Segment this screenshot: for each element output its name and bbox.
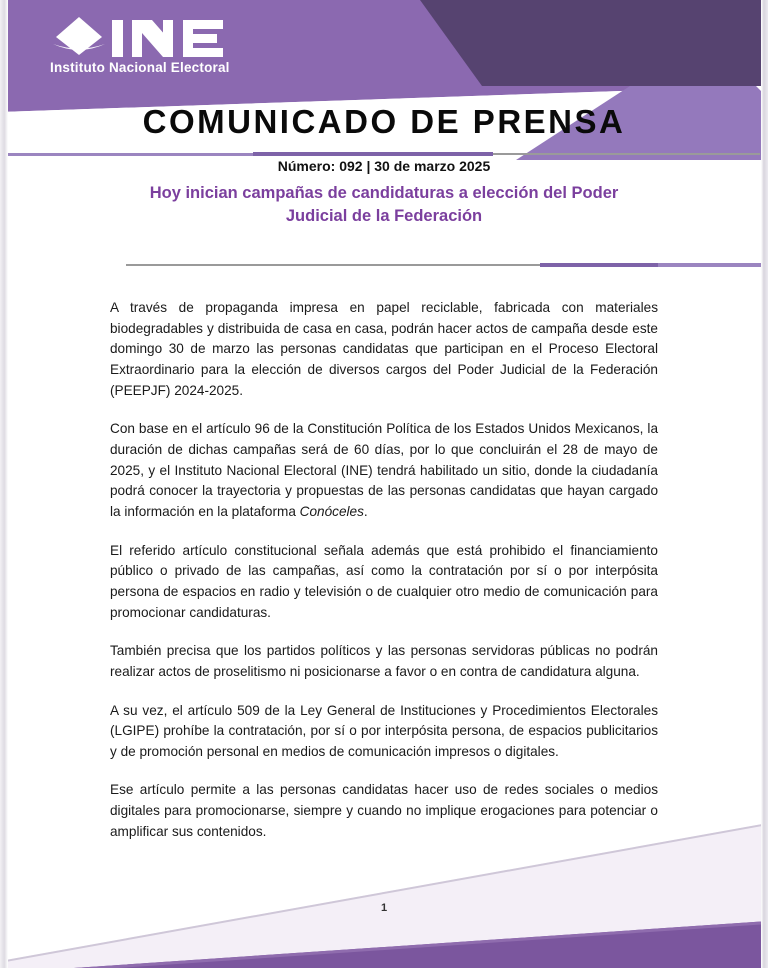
- divider-bottom-segment-dark: [540, 263, 658, 267]
- divider-bottom-segment-gray: [126, 264, 540, 266]
- ine-diamond-icon: [53, 17, 105, 55]
- ine-logo: [46, 14, 246, 76]
- page-number: 1: [380, 902, 388, 914]
- platform-name: Conóceles: [299, 503, 364, 519]
- ine-wordmark: [112, 20, 223, 57]
- body-copy: [110, 298, 658, 842]
- divider-bottom-segment-pale: [658, 263, 768, 267]
- page-edge-left: [0, 0, 8, 968]
- divider-top: [8, 152, 760, 156]
- ine-full-name: Instituto Nacional Electoral: [50, 60, 230, 75]
- paragraph-4: También precisa que los partidos políticos y las personas servidoras públicas no podrán realizar actos de proselitismo ni posicionarse a favor o en contra de candidatura alguna.: [110, 643, 658, 679]
- paragraph-3: El referido artículo constitucional señala además que está prohibido el financiamiento público o privado de las campañas, así como la contratación por sí o por interpósita persona de espacios en radio y televisión o de cualquier otro medio de comunicación para promocionar candidaturas.: [110, 542, 658, 620]
- divider-bottom: [126, 263, 768, 267]
- paragraph-1: A través de propaganda impresa en papel reciclable, fabricada con materiales biodegradables y distribuida de casa en casa, podrán hacer actos de campaña desde este domingo 30 de marzo las personas candidatas que participan en el Proceso Electoral Extraordinario para la elección de diversos cargos del Poder Judicial de la Federación (PEEPJF) 2024-2025.: [110, 300, 658, 398]
- title-block: [0, 104, 768, 140]
- paragraph-6: Ese artículo permite a las personas candidatas hacer uso de redes sociales o medios digitales para promocionarse, siempre y cuando no implique erogaciones para potenciar o amplificar sus contenidos.: [110, 782, 658, 839]
- divider-top-segment-pale: [8, 153, 253, 156]
- page-title: COMUNICADO DE PRENSA: [142, 103, 626, 140]
- page-subtitle: Hoy inician campañas de candidaturas a elección del Poder Judicial de la Federación: [149, 184, 619, 226]
- paragraph-2: [110, 419, 658, 522]
- divider-top-segment-gray: [493, 153, 760, 155]
- paragraph-2-text: Con base en el artículo 96 de la Constitución Política de los Estados Unidos Mexicanos, la duración de dichas campañas será de 60 días, por lo que concluirán el 28 de mayo de 2025, y el Instituto Nacional Electoral (INE) tendrá habilitado un sitio, donde la ciudadanía podrá conocer la trayectoria y propuestas de las personas candidatas que hayan cargado la información en la plataforma: [110, 421, 658, 519]
- paragraph-2-tail: .: [363, 503, 368, 519]
- issue-line: Número: 092 | 30 de marzo 2025: [277, 158, 491, 174]
- paragraph-5: A su vez, el artículo 509 de la Ley General de Instituciones y Procedimientos Electorales (LGIPE) prohíbe la contratación, por sí o por interpósita persona, de espacios publicitarios y de promoción personal en medios de comunicación impresos o digitales.: [110, 702, 658, 759]
- page-edge-right: [761, 0, 768, 968]
- divider-top-segment-dark: [253, 152, 493, 156]
